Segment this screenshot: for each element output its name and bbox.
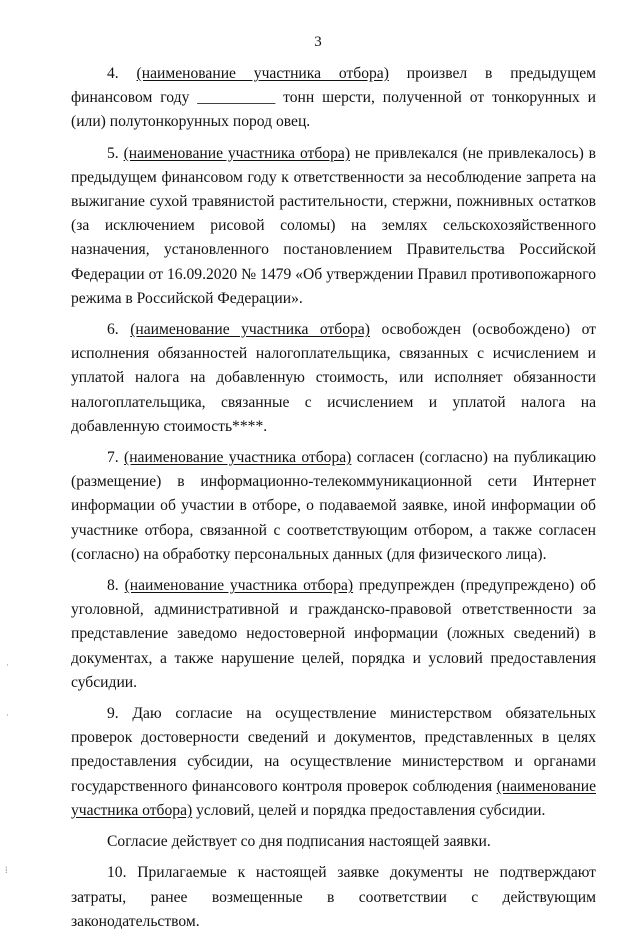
paragraph-text: предупрежден (предупреждено) об уголовной, административной и гражданско-правовой ответственности за представление заведомо недостоверной информации (ложных сведений) в документах, а также нарушение целей, порядка и условий предоставления субсидии. [71, 577, 596, 691]
paragraph-text: 7. [107, 449, 125, 467]
participant-name-placeholder: (наименование участника отбора) [136, 65, 389, 82]
scan-mark: ⁞ [5, 865, 8, 875]
paragraph-p9 [71, 702, 596, 823]
paragraph-p5 [71, 142, 596, 311]
paragraph-text: 8. [107, 577, 125, 595]
participant-name-placeholder: (наименование участника отбора) [124, 449, 352, 467]
scan-mark: · [6, 710, 9, 720]
paragraph-p8 [71, 574, 596, 695]
paragraph-text: 6. [107, 321, 131, 339]
participant-name-placeholder: (наименование участника отбора) [130, 321, 370, 339]
paragraph-p-consent [71, 830, 596, 854]
page-number: 3 [314, 34, 322, 50]
paragraph-p10 [71, 861, 596, 934]
paragraph-text: 4. [107, 65, 137, 82]
paragraph-text: 9. Даю согласие на осуществление министерством обязательных проверок достоверности сведений и документов, представленных в целях предоставления субсидии, на осуществление министерством и органами государственного финансового контроля проверок соблюдения [71, 705, 596, 795]
paragraph-text: Согласие действует со дня подписания настоящей заявки. [107, 833, 491, 851]
scan-mark: · [6, 660, 9, 670]
paragraph-text: не привлекался (не привлекалось) в предыдущем финансовом году к ответственности за несоблюдение запрета на выжигание сухой травянистой растительности, стержни, пожнивных остатков (за исключением рисовой соломы) на землях сельскохозяйственного назначения, установленного постановлением Правительства Российской Федерации от 16.09.2020 № 1479 «Об утверждении Правил противопожарного режима в Российской Федерации». [71, 144, 596, 307]
participant-name-placeholder: (наименование участника отбора) [123, 144, 351, 162]
paragraph-p6 [71, 318, 596, 439]
participant-name-placeholder: (наименование участника отбора) [71, 777, 596, 819]
paragraph-p4 [71, 62, 596, 135]
participant-name-placeholder: (наименование участника отбора) [124, 577, 354, 595]
paragraph-p7 [71, 446, 596, 567]
paragraph-text: произвел в предыдущем финансовом году __________ тонн шерсти, полученной от тонкорунных и (или) полутонкорунных пород овец. [71, 65, 596, 131]
paragraph-text: условий, целей и порядка предоставления субсидии. [192, 801, 546, 819]
paragraph-text: согласен (согласно) на публикацию (размещение) в информационно-телекоммуникационной сети Интернет информации об участии в отборе, о подаваемой заявке, иной информации об участнике отбора, связанной с соответствующим отбором, а также согласен (согласно) на обработку персональных данных (для физического лица). [71, 449, 596, 563]
document-body [71, 62, 596, 941]
paragraph-text: 5. [107, 144, 124, 162]
paragraph-text: освобожден (освобождено) от исполнения обязанностей налогоплательщика, связанных с исчислением и уплатой налога на добавленную стоимость, или исполняет обязанности налогоплательщика, связанные с исчислением и уплатой налога на добавленную стоимость****. [71, 321, 596, 435]
paragraph-text: 10. Прилагаемые к настоящей заявке документы не подтверждают затраты, ранее возмещенные в соответствии с действующим законодательством. [71, 864, 596, 930]
